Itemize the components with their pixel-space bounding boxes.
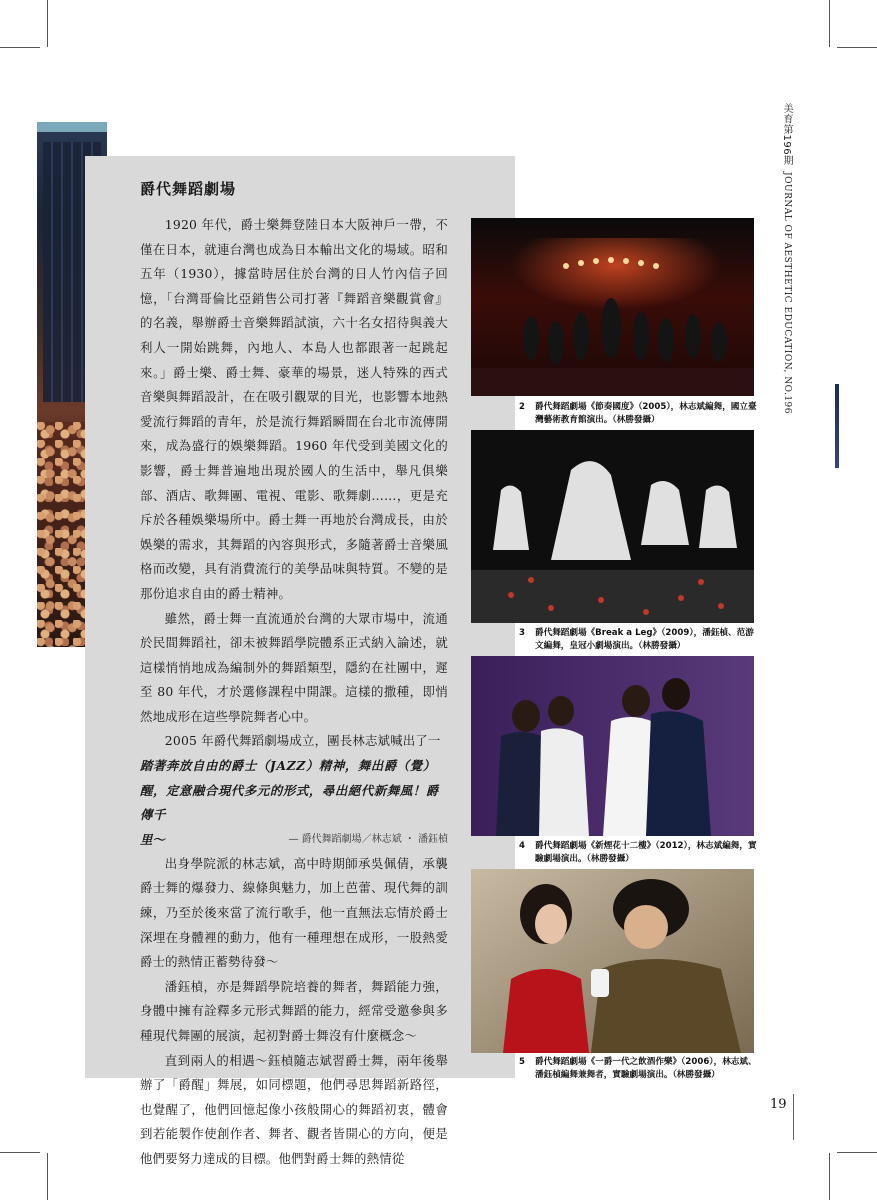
crop-mark [829,1153,830,1200]
stage-photo-graphic [471,218,754,396]
caption-text: 爵代舞蹈劇場《Break a Leg》（2009），潘鈺楨、范游文編舞，皇冠小劇場演出。（林勝發攝） [535,628,754,651]
crop-mark [47,0,48,47]
photo-caption [519,1056,757,1082]
caption-text: 爵代舞蹈劇場《一爵一代之飲酒作樂》（2006），林志斌、潘鈺楨編舞兼舞者，實驗劇場演出。（林勝發攝） [535,1057,757,1080]
paragraph: 潘鈺楨，亦是舞蹈學院培養的舞者，舞蹈能力強，身體中擁有詮釋多元形式舞蹈的能力，經常受邀參與多種現代舞團的展演，起初對爵士舞沒有什麼概念〜 [140,978,448,1043]
crop-mark [0,1152,40,1153]
photo-drinking [471,869,754,1053]
manifesto-quote: 踏著奔放自由的爵士（JAZZ）精神，舞出爵（覺）醒，定意融合現代多元的形式，尋出絕代新舞風！爵傳千 [140,758,439,823]
paragraph: 雖然，爵士舞一直流通於台灣的大眾市場中，流通於民間舞蹈社，卻未被舞蹈學院體系正式納入論述，就這樣悄悄地成為編制外的舞蹈類型，隱約在社團中，遲至 80 年代，才於選修課程中開課。這樣的撒種，即悄然地成形在這些學院舞者心中。 [140,610,448,724]
section-tab-mark [835,384,839,468]
crop-mark [837,1152,877,1153]
photo-caption [519,840,757,866]
crop-mark [829,0,830,47]
paragraph: 直到兩人的相遇〜鈺楨隨志斌習爵士舞，兩年後舉辦了「爵醒」舞展，如同標題，他們尋思舞蹈新路徑，也覺醒了，他們回憶起像小孩般開心的舞蹈初衷，體會到若能製作使創作者、舞者、觀者皆開心的方向，便是他們要努力達成的目標。他們對爵士舞的熱情從 [140,1052,448,1166]
stage-photo-graphic [471,656,754,836]
quote-attribution: — 爵代舞蹈劇場／林志斌 ・ 潘鈺楨 [288,833,448,845]
photo-break-a-leg [471,430,754,623]
crop-mark [837,47,877,48]
caption-text: 爵代舞蹈劇場《節奏國度》（2005），林志斌編舞，國立臺灣藝術教育館演出。（林勝發攝） [535,402,757,425]
quote-tail [140,828,448,852]
photo-rhythm-nation [471,218,754,396]
caption-number: 4 [519,841,525,851]
paragraph: 1920 年代，爵士樂舞登陸日本大阪神戶一帶，不僅在日本，就連台灣也成為日本輸出文化的場域。昭和五年（1930），據當時居住於台灣的日人竹內信子回憶，「台灣哥倫比亞銷售公司打著『舞蹈音樂觀賞會』的名義，舉辦爵士音樂舞蹈試演，六十名女招待與義大利人一開始跳舞，內地人、本島人也都跟著一起跳起來。」爵士樂、爵士舞、豪華的場景，迷人特殊的西式音樂與舞蹈設計，在在吸引觀眾的目光，也影響本地熱愛流行舞蹈的青年，於是流行舞蹈瞬間在台北市流傳開來，成為盛行的娛樂舞蹈。1960 年代受到美國文化的影響，爵士舞普遍地出現於國人的生活中，舉凡俱樂部、酒店、歌舞團、電視、電影、歌舞劇……，更是充斥於各種娛樂場所中。爵士舞一再地於台灣成長，由於娛樂的需求，其舞蹈的內容與形式，多隨著爵士音樂風格而改變，具有消費流行的美學品味與特質。不變的是那份追求自由的爵士精神。 [140,217,448,601]
photo-caption [519,401,757,427]
caption-number: 2 [519,402,525,412]
stage-photo-graphic [471,869,754,1053]
quote-tail-text: 里〜 [140,831,165,847]
paragraph: 出身學院派的林志斌，高中時期師承吳佩倩，承襲爵士舞的爆發力、線條與魅力，加上芭蕾、現代舞的訓練，乃至於後來當了流行歌手，他一直無法忘情於爵士深埋在身體裡的動力，他有一種理想在成形，一股熱愛爵士的熱情正蓄勢待發〜 [140,855,448,970]
caption-number: 3 [519,628,525,638]
running-header [781,103,795,414]
stage-photo-graphic [471,430,754,623]
journal-name: JOURNAL OF AESTHETIC EDUCATION, NO.196 [782,171,792,414]
photo-caption [519,627,757,653]
caption-text: 爵代舞蹈劇場《新煙花十二樓》（2012），林志斌編舞，實驗劇場演出。（林勝發攝） [535,841,757,864]
divider [793,1094,794,1140]
section-title: 爵代舞蹈劇場 [140,180,237,198]
paragraph: 2005 年爵代舞蹈劇場成立，團長林志斌喊出了一 [164,733,441,749]
photo-band [37,122,107,132]
crop-mark [0,47,40,48]
article-body [140,178,448,1172]
caption-number: 5 [519,1057,525,1067]
page-number: 19 [770,1097,787,1112]
journal-issue: 美育第196期 [781,103,792,166]
photo-fireworks [471,656,754,836]
crop-mark [47,1153,48,1200]
